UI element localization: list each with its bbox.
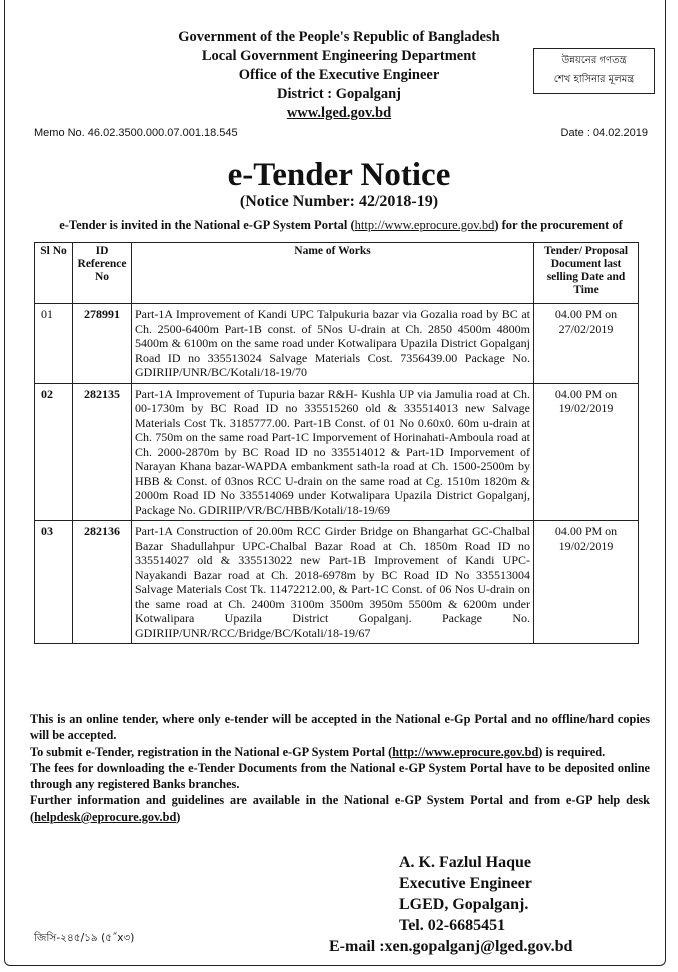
row-sell [534, 383, 639, 521]
signature-block [329, 852, 573, 957]
row-work: Part-1A Improvement of Kandi UPC Talpukuria bazar via Gozalia road by BC at Ch. 2500-6400m Part-1B const. of 5Nos U-drain at Ch. 2850 4500m 4800m 5400m & 6100m on the same road under Kotwalipara Upazila District Gopalganj Road ID no 335513024 Salvage Materials Cost. 7356439.00 Package No. GDIRIIP/UNR/BC/Kotali/18-19/70 [132, 304, 534, 384]
note-helpdesk-after: ) [176, 809, 181, 824]
row-sell-time: 04.00 PM on [554, 307, 618, 321]
office-line: Office of the Executive Engineer [238, 67, 440, 83]
table-row [35, 383, 639, 521]
row-work: Part-1A Construction of 20.00m RCC Girder Bridge on Bhangarhat GC-Chalbal Bazar Shadullahpur UPC-Chalbal Bazar Road at Ch. 1850m Road ID no 335514027 old & 335513022 new Part-1B Improvement of Kandi UPC-Nayakandi Bazar road at Ch. 2018-6978m by BC Road ID No 335513004 Salvage Materials Cost Tk. 11472212.00, & Part-1C Const. of 06 Nos U-drain on the same road at Ch. 2400m 3100m 3500m 3950m 5500m & 6200m under Kotwalipara Upazila District Gopalganj. Package No. GDIRIIP/UNR/RCC/Bridge/BC/Kotali/18-19/67 [132, 521, 534, 644]
works-table [34, 242, 639, 644]
note-helpdesk [30, 792, 650, 825]
row-sl: 01 [35, 304, 73, 384]
signatory-name: A. K. Fazlul Haque [399, 854, 532, 871]
row-sell-date: 19/02/2019 [558, 401, 614, 415]
note-registration-after: ) is required. [538, 744, 606, 759]
row-id: 282136 [73, 521, 132, 644]
note-online-only: This is an online tender, where only e-tender will be accepted in the National e-Gp Portal and no offline/hard copies will be accepted. [30, 712, 650, 743]
row-sell-date: 19/02/2019 [558, 538, 614, 553]
note-registration [30, 744, 650, 760]
intro-text-before: e-Tender is invited in the National e-GP System Portal ( [59, 218, 355, 232]
header-id: ID Reference No [73, 243, 132, 304]
header-sell: Tender/ Proposal Document last selling Date and Time [534, 243, 639, 304]
print-code: জিসি-২৪৫/১৯ (৫˝x৩) [34, 932, 135, 944]
header-name: Name of Works [132, 243, 534, 304]
slogan-box [533, 48, 655, 94]
note-helpdesk-before: Further information and guidelines are available in the National e-GP System Portal and from e-GP help desk ( [30, 793, 650, 824]
row-sl: 03 [35, 521, 73, 644]
table-row [35, 521, 639, 644]
row-sell-date: 27/02/2019 [558, 321, 614, 336]
intro-text-after: ) for the procurement of [494, 218, 623, 232]
registration-portal-link[interactable]: http://www.eprocure.gov.bd [392, 744, 539, 759]
note-registration-before: To submit e-Tender, registration in the National e-GP System Portal ( [30, 744, 393, 759]
row-sell [534, 304, 639, 384]
signatory-tel: Tel. 02-6685451 [399, 917, 506, 934]
page-title: e-Tender Notice [227, 157, 451, 193]
helpdesk-email-link[interactable]: helpdesk@eprocure.gov.bd [34, 809, 177, 824]
department-line: Local Government Engineering Department [201, 48, 477, 64]
website-link[interactable]: www.lged.gov.bd [286, 105, 392, 121]
notice-number: (Notice Number: 42/2018-19) [239, 193, 439, 210]
note-fees: The fees for downloading the e-Tender Documents from the National e-GP System Portal have to be deposited online through any registered Banks branches. [30, 760, 650, 792]
row-sl: 02 [35, 383, 73, 521]
signatory-office: LGED, Gopalganj. [399, 896, 529, 913]
table-header-row [35, 243, 639, 304]
row-work: Part-1A Improvement of Tupuria bazar R&H- Kushla UP via Jamulia road at Ch. 00-1730m by BC Road ID no 335515260 old & 335514013 new Salvage Materials Cost Tk. 3185777.00. Part-1B Const. of 01 No 0.60x0. 60m u-drain at Ch. 750m on the same road Part-1C Imporvement of Horinahati-Amboula road at Ch. 2000-2870m by BC Road ID no 335514012 & Part-1D Imporvement of Narayan Khana bazar-WAPDA embankment sath-la road at Ch. 1500-2500m by HBB & Const. of 03nos RCC U-drain on the same road at Cg. 1510m 1820m & 2000m Road ID No 335514069 under Kotwalipara Upazila District Gopalganj, Package No. GDIRIIP/VR/BC/HBB/Kotali/18-19/69 [132, 383, 534, 521]
govt-line: Government of the People's Republic of Bangladesh [178, 29, 500, 45]
intro-line [26, 218, 656, 233]
table-row [35, 304, 639, 384]
signatory-designation: Executive Engineer [399, 875, 532, 892]
signatory-email[interactable]: E-mail :xen.gopalganj@lged.gov.bd [329, 938, 573, 955]
row-sell [534, 521, 639, 644]
row-sell-time: 04.00 PM on [554, 524, 618, 538]
slogan-line-1: উন্নয়নের গণতন্ত্র [561, 55, 627, 66]
row-id: 282135 [73, 383, 132, 521]
memo-number: Memo No. 46.02.3500.000.07.001.18.545 [34, 127, 238, 139]
header-sl: Sl No [35, 243, 73, 304]
notice-date: Date : 04.02.2019 [560, 127, 648, 139]
slogan-line-2: শেখ হাসিনার মূলমন্ত্র [553, 74, 635, 85]
row-id: 278991 [73, 304, 132, 384]
tender-instructions [30, 711, 650, 825]
district-line: District : Gopalganj [276, 86, 402, 102]
row-sell-time: 04.00 PM on [554, 386, 618, 401]
eprocure-link[interactable]: http://www.eprocure.gov.bd [354, 218, 495, 232]
